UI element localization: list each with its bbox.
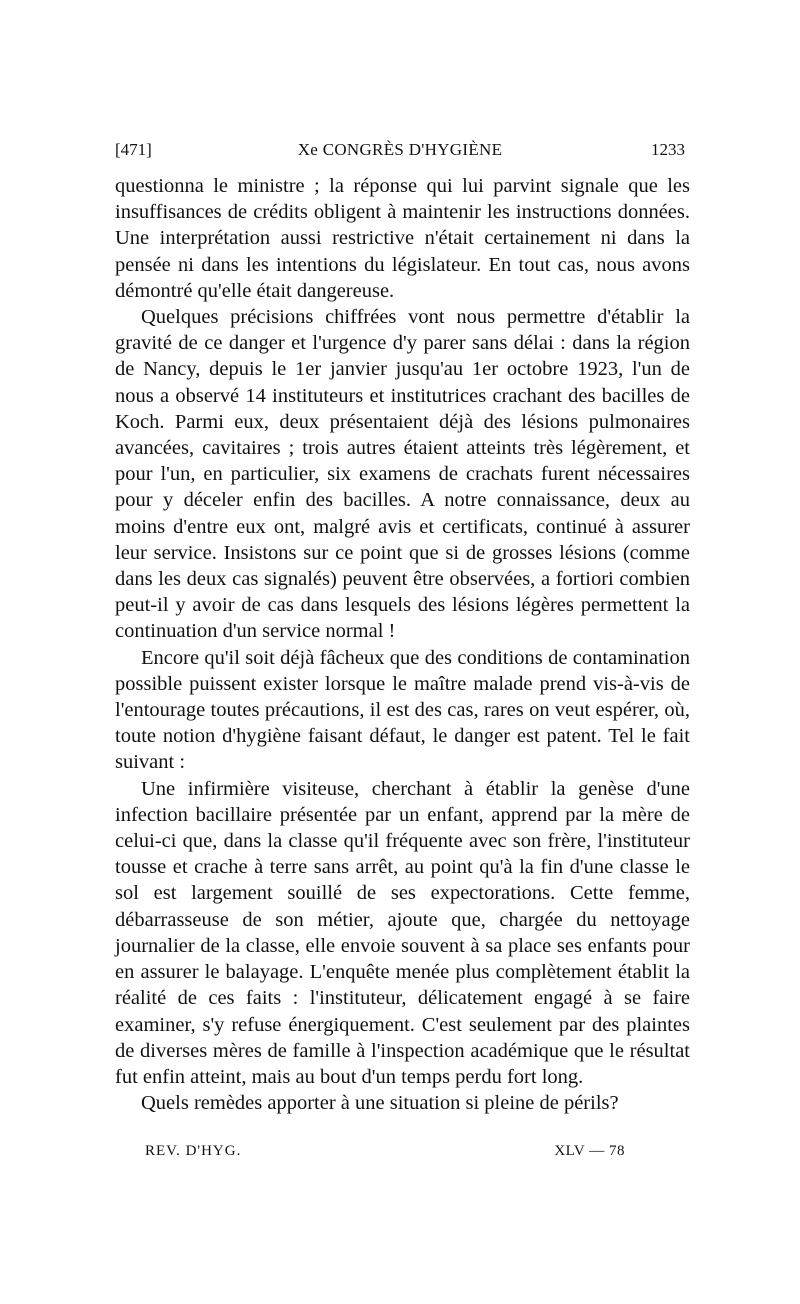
running-title: Xe CONGRÈS D'HYGIÈNE	[297, 140, 503, 159]
journal-abbreviation: REV. D'HYG.	[145, 1143, 242, 1159]
bracket-page-number: [471]	[115, 140, 152, 159]
body-text	[115, 173, 690, 1116]
paragraph-3: Encore qu'il soit déjà fâcheux que des conditions de contamination possible puissent exister lorsque le maître malade prend vis-à-vis de l'entourage toutes précautions, il est des cas, rares on veut espérer, où, toute notion d'hygiène faisant défaut, le danger est patent. Tel le fait suivant :	[115, 646, 690, 774]
paragraph-1: questionna le ministre ; la réponse qui lui parvint signale que les insuffisances de crédits obligent à maintenir les instructions données. Une interprétation aussi restrictive n'était certainement ni dans la pensée ni dans les intentions du législateur. En tout cas, nous avons démontré qu'elle était dangereuse.	[115, 175, 690, 302]
page-footer	[145, 1143, 625, 1165]
paragraph-2: Quelques précisions chiffrées vont nous permettre d'établir la gravité de ce danger et l'urgence d'y parer sans délai : dans la région de Nancy, depuis le 1er janvier jusqu'au 1er octobre 1923, l'un de nous a observé 14 instituteurs et institutrices crachant des bacilles de Koch. Parmi eux, deux présentaient déjà des lésions pulmonaires avancées, cavitaires ; trois autres étaient atteints très légèrement, et pour l'un, en particulier, six examens de crachats furent nécessaires pour y déceler enfin des bacilles. A notre connaissance, deux au moins d'entre eux ont, malgré avis et certificats, continué à assurer leur service. Insistons sur ce point que si de grosses lésions (comme dans les deux cas signalés) peuvent être observées, a fortiori combien peut-il y avoir de cas dans lesquels des lésions légères permettent la continuation d'un service normal !	[115, 306, 690, 643]
page-number: 1233	[651, 140, 685, 159]
volume-sheet-number: XLV — 78	[554, 1143, 625, 1159]
paragraph-4: Une infirmière visiteuse, cherchant à établir la genèse d'une infection bacillaire présentée par un enfant, apprend par la mère de celui-ci que, dans la classe qu'il fréquente avec son frère, l'instituteur tousse et crache à terre sans arrêt, au point qu'à la fin d'une classe le sol est largement souillé de ses expectorations. Cette femme, débarrasseuse de son métier, ajoute que, chargée du nettoyage journalier de la classe, elle envoie souvent à sa place ses enfants pour en assurer le balayage. L'enquête menée plus complètement établit la réalité de ces faits : l'instituteur, délicatement engagé à se faire examiner, s'y refuse énergiquement. C'est seulement par des plaintes de diverses mères de famille à l'inspection académique que le résultat fut enfin atteint, mais au bout d'un temps perdu fort long.	[115, 777, 690, 1088]
paragraph-5: Quels remèdes apporter à une situation si pleine de périls?	[141, 1092, 619, 1115]
running-header	[115, 140, 685, 164]
